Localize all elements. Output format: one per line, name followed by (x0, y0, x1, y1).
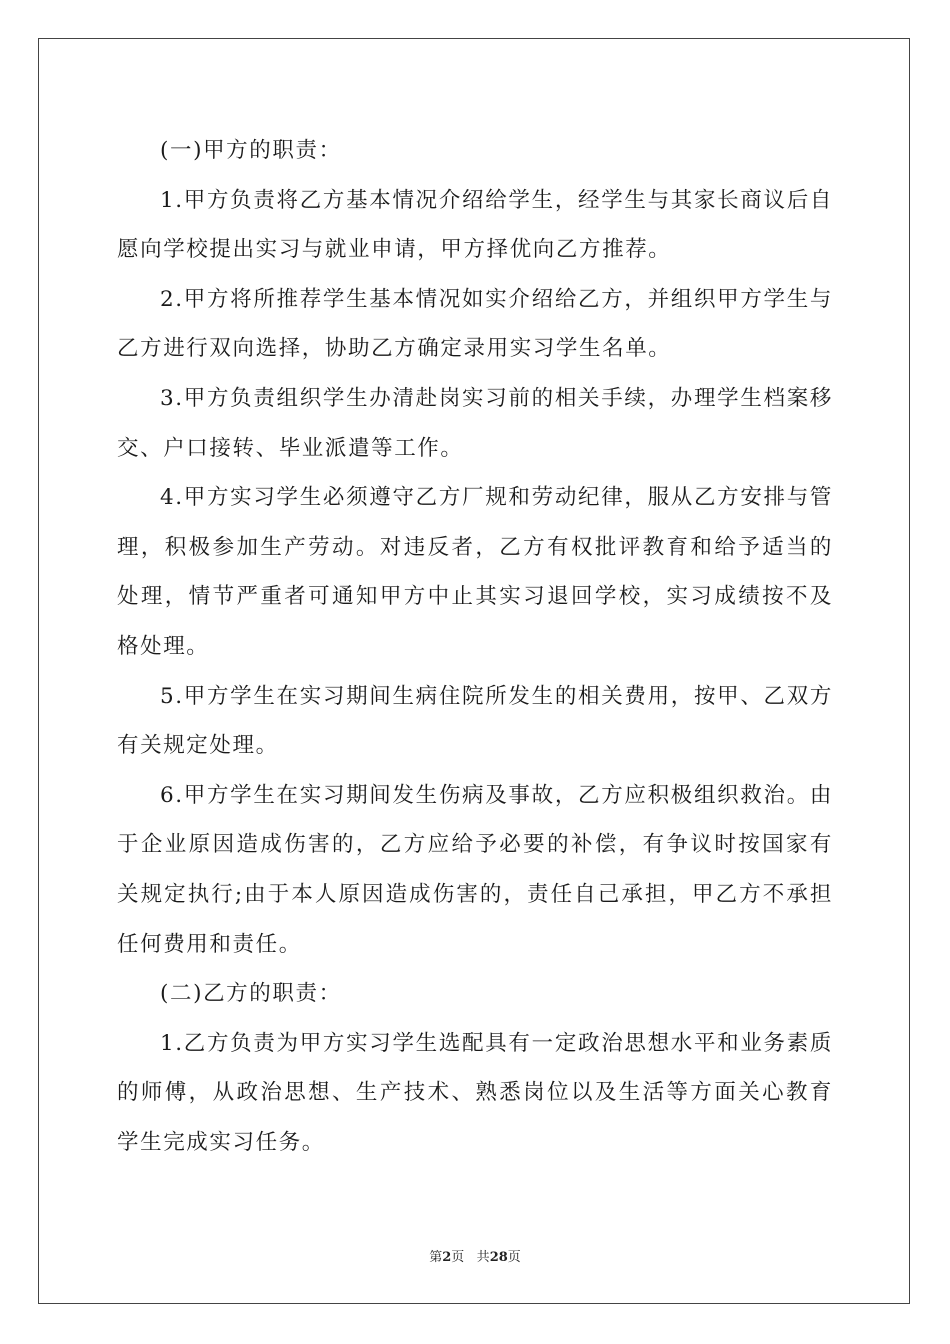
paragraph-a1: 1.甲方负责将乙方基本情况介绍给学生，经学生与其家长商议后自愿向学校提出实习与就业申请，甲方择优向乙方推荐。 (117, 187, 833, 263)
total-pages: 28 (489, 1250, 508, 1265)
section-heading-party-a: (一)甲方的职责： (160, 138, 342, 163)
paragraph-a2: 2.甲方将所推荐学生基本情况如实介绍给乙方，并组织甲方学生与乙方进行双向选择，协助乙方确定录用实习学生名单。 (117, 286, 833, 362)
total-suffix: 页 (507, 1250, 521, 1265)
paragraph-a6: 6.甲方学生在实习期间发生伤病及事故，乙方应积极组织救治。由于企业原因造成伤害的，乙方应给予必要的补偿，有争议时按国家有关规定执行;由于本人原因造成伤害的，责任自己承担，甲乙方不承担任何费用和责任。 (117, 782, 833, 957)
paragraph-a5: 5.甲方学生在实习期间生病住院所发生的相关费用，按甲、乙双方有关规定处理。 (117, 683, 833, 759)
paragraph-a3: 3.甲方负责组织学生办清赴岗实习前的相关手续，办理学生档案移交、户口接转、毕业派遣等工作。 (117, 385, 833, 461)
total-prefix: 共 (476, 1250, 490, 1265)
section-heading-party-b: (二)乙方的职责： (160, 981, 342, 1007)
page-footer (0, 1246, 950, 1265)
paragraph-a4: 4.甲方实习学生必须遵守乙方厂规和劳动纪律，服从乙方安排与管理，积极参加生产劳动。对违反者，乙方有权批评教育和给予适当的处理，情节严重者可通知甲方中止其实习退回学校，实习成绩按不及格处理。 (117, 485, 833, 659)
page-suffix: 页 (451, 1250, 465, 1265)
page-prefix: 第 (429, 1250, 443, 1265)
document-body (117, 126, 833, 1167)
paragraph-b1: 1.乙方负责为甲方实习学生选配具有一定政治思想水平和业务素质的师傅，从政治思想、生产技术、熟悉岗位以及生活等方面关心教育学生完成实习任务。 (117, 1030, 833, 1155)
page-number: 2 (442, 1250, 452, 1265)
